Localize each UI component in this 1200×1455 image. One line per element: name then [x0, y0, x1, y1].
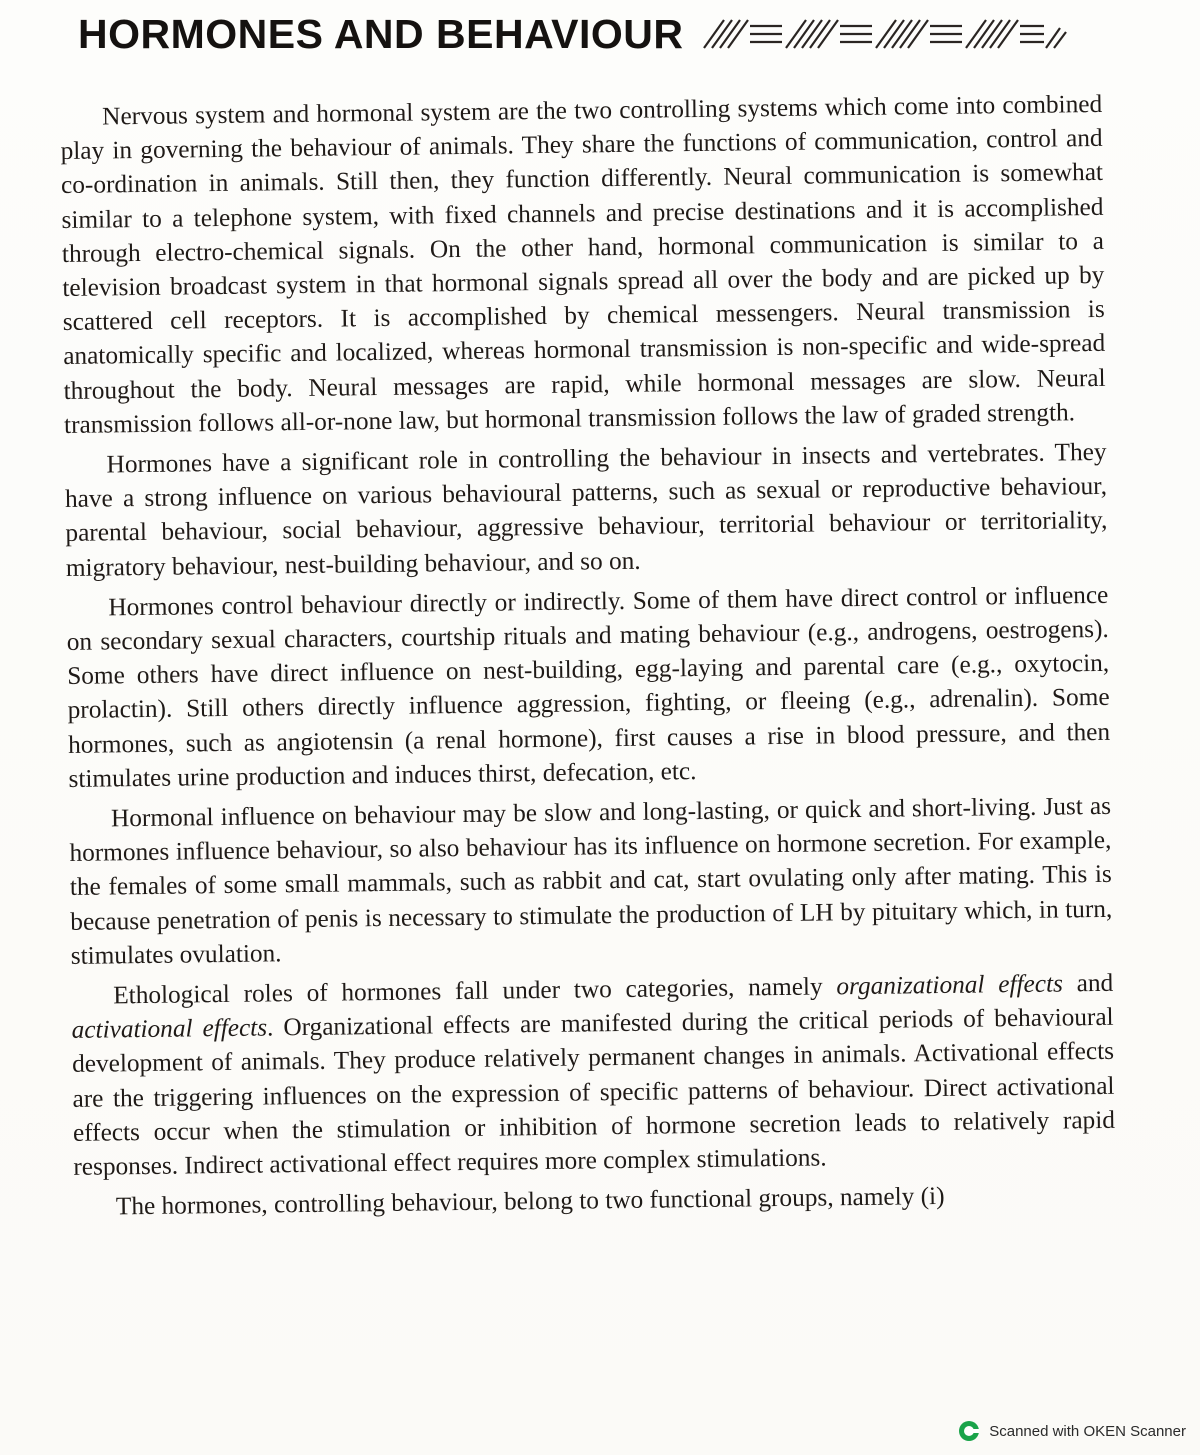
body-text — [60, 87, 1116, 1231]
page-title: HORMONES AND BEHAVIOUR — [78, 10, 684, 57]
paragraph-functional-groups: The hormones, controlling behaviour, belong to two functional groups, namely (i) — [115, 1182, 945, 1221]
ethological-text-1: Ethological roles of hormones fall under two categories, namely — [113, 972, 837, 1010]
ethological-text-3: . Organizational effects are manifested during the critical periods of behavioural development of animals. They produce relatively permanent changes in animals. Activational effects are the triggering influences on the expression of specific patterns of behaviour. Direct activational effects occur when the stimulation or inhibition of hormone secretion leads to relatively rapid responses. Indirect activational effect requires more complex stimulations. — [71, 1003, 1116, 1182]
ethological-text-2: and — [1062, 968, 1114, 998]
paragraph-direct-indirect-control: Hormones control behaviour directly or indirectly. Some of them have direct control or influence on secondary sexual characters, courtship rituals and mating behaviour (e.g., androgens, oestrogens). Some others have direct influence on nest-building, egg-laying and parental care (e.g., oxytocin, prolactin). Still others directly influence aggression, fighting, or fleeing (e.g., adrenalin). Some hormones, such as angiotensin (a renal hormone), first causes a rise in blood pressure, and then stimulates urine production and induces thirst, defecation, etc. — [66, 580, 1111, 793]
scanner-watermark — [957, 1419, 1186, 1443]
activational-effects-term: activational effects — [71, 1013, 268, 1045]
heading-row — [78, 6, 1118, 62]
paragraph-hormonal-influence: Hormonal influence on behaviour may be slow and long-lasting, or quick and short-living. Just as hormones influence behaviour, so also behaviour has its influence on hormone secretion. For example, the females of some small mammals, such as rabbit and cat, start ovulating only after mating. This is because penetration of penis is necessary to stimulate the production of LH by pituitary which, in turn, stimulates ovulation. — [69, 791, 1113, 970]
paragraph-hormone-role: Hormones have a significant role in controlling the behaviour in insects and vertebrates. They have a strong influence on various behavioural patterns, such as sexual or reproductive behaviour, parental behaviour, social behaviour, aggressive behaviour, territorial behaviour or territoriality, migratory behaviour, nest-building behaviour, and so on. — [64, 437, 1108, 582]
scanner-label: Scanned with OKEN Scanner — [989, 1422, 1186, 1440]
organizational-effects-term: organizational effects — [836, 969, 1064, 1001]
scanner-icon — [957, 1419, 981, 1443]
hatch-ornament — [698, 16, 1070, 52]
paragraph-ethological-roles — [71, 966, 1115, 1184]
paragraph-neural-vs-hormonal: Nervous system and hormonal system are the two controlling systems which come into combined play in governing the behaviour of animals. They share the functions of communication, control and co-ordination in animals. Still then, they function differently. Neural communication is somewhat similar to a telephone system, with fixed channels and precise destinations and it is accomplished through electro-chemical signals. On the other hand, hormonal communication is similar to a television broadcast system in that hormonal signals spread all over the body and are picked up by scattered cell receptors. It is accomplished by chemical messengers. Neural transmission is anatomically specific and localized, whereas hormonal transmission is non-specific and wide-spread throughout the body. Neural messages are rapid, while hormonal messages are slow. Neural transmission follows all-or-none law, but hormonal transmission follows the law of graded strength. — [60, 89, 1106, 439]
